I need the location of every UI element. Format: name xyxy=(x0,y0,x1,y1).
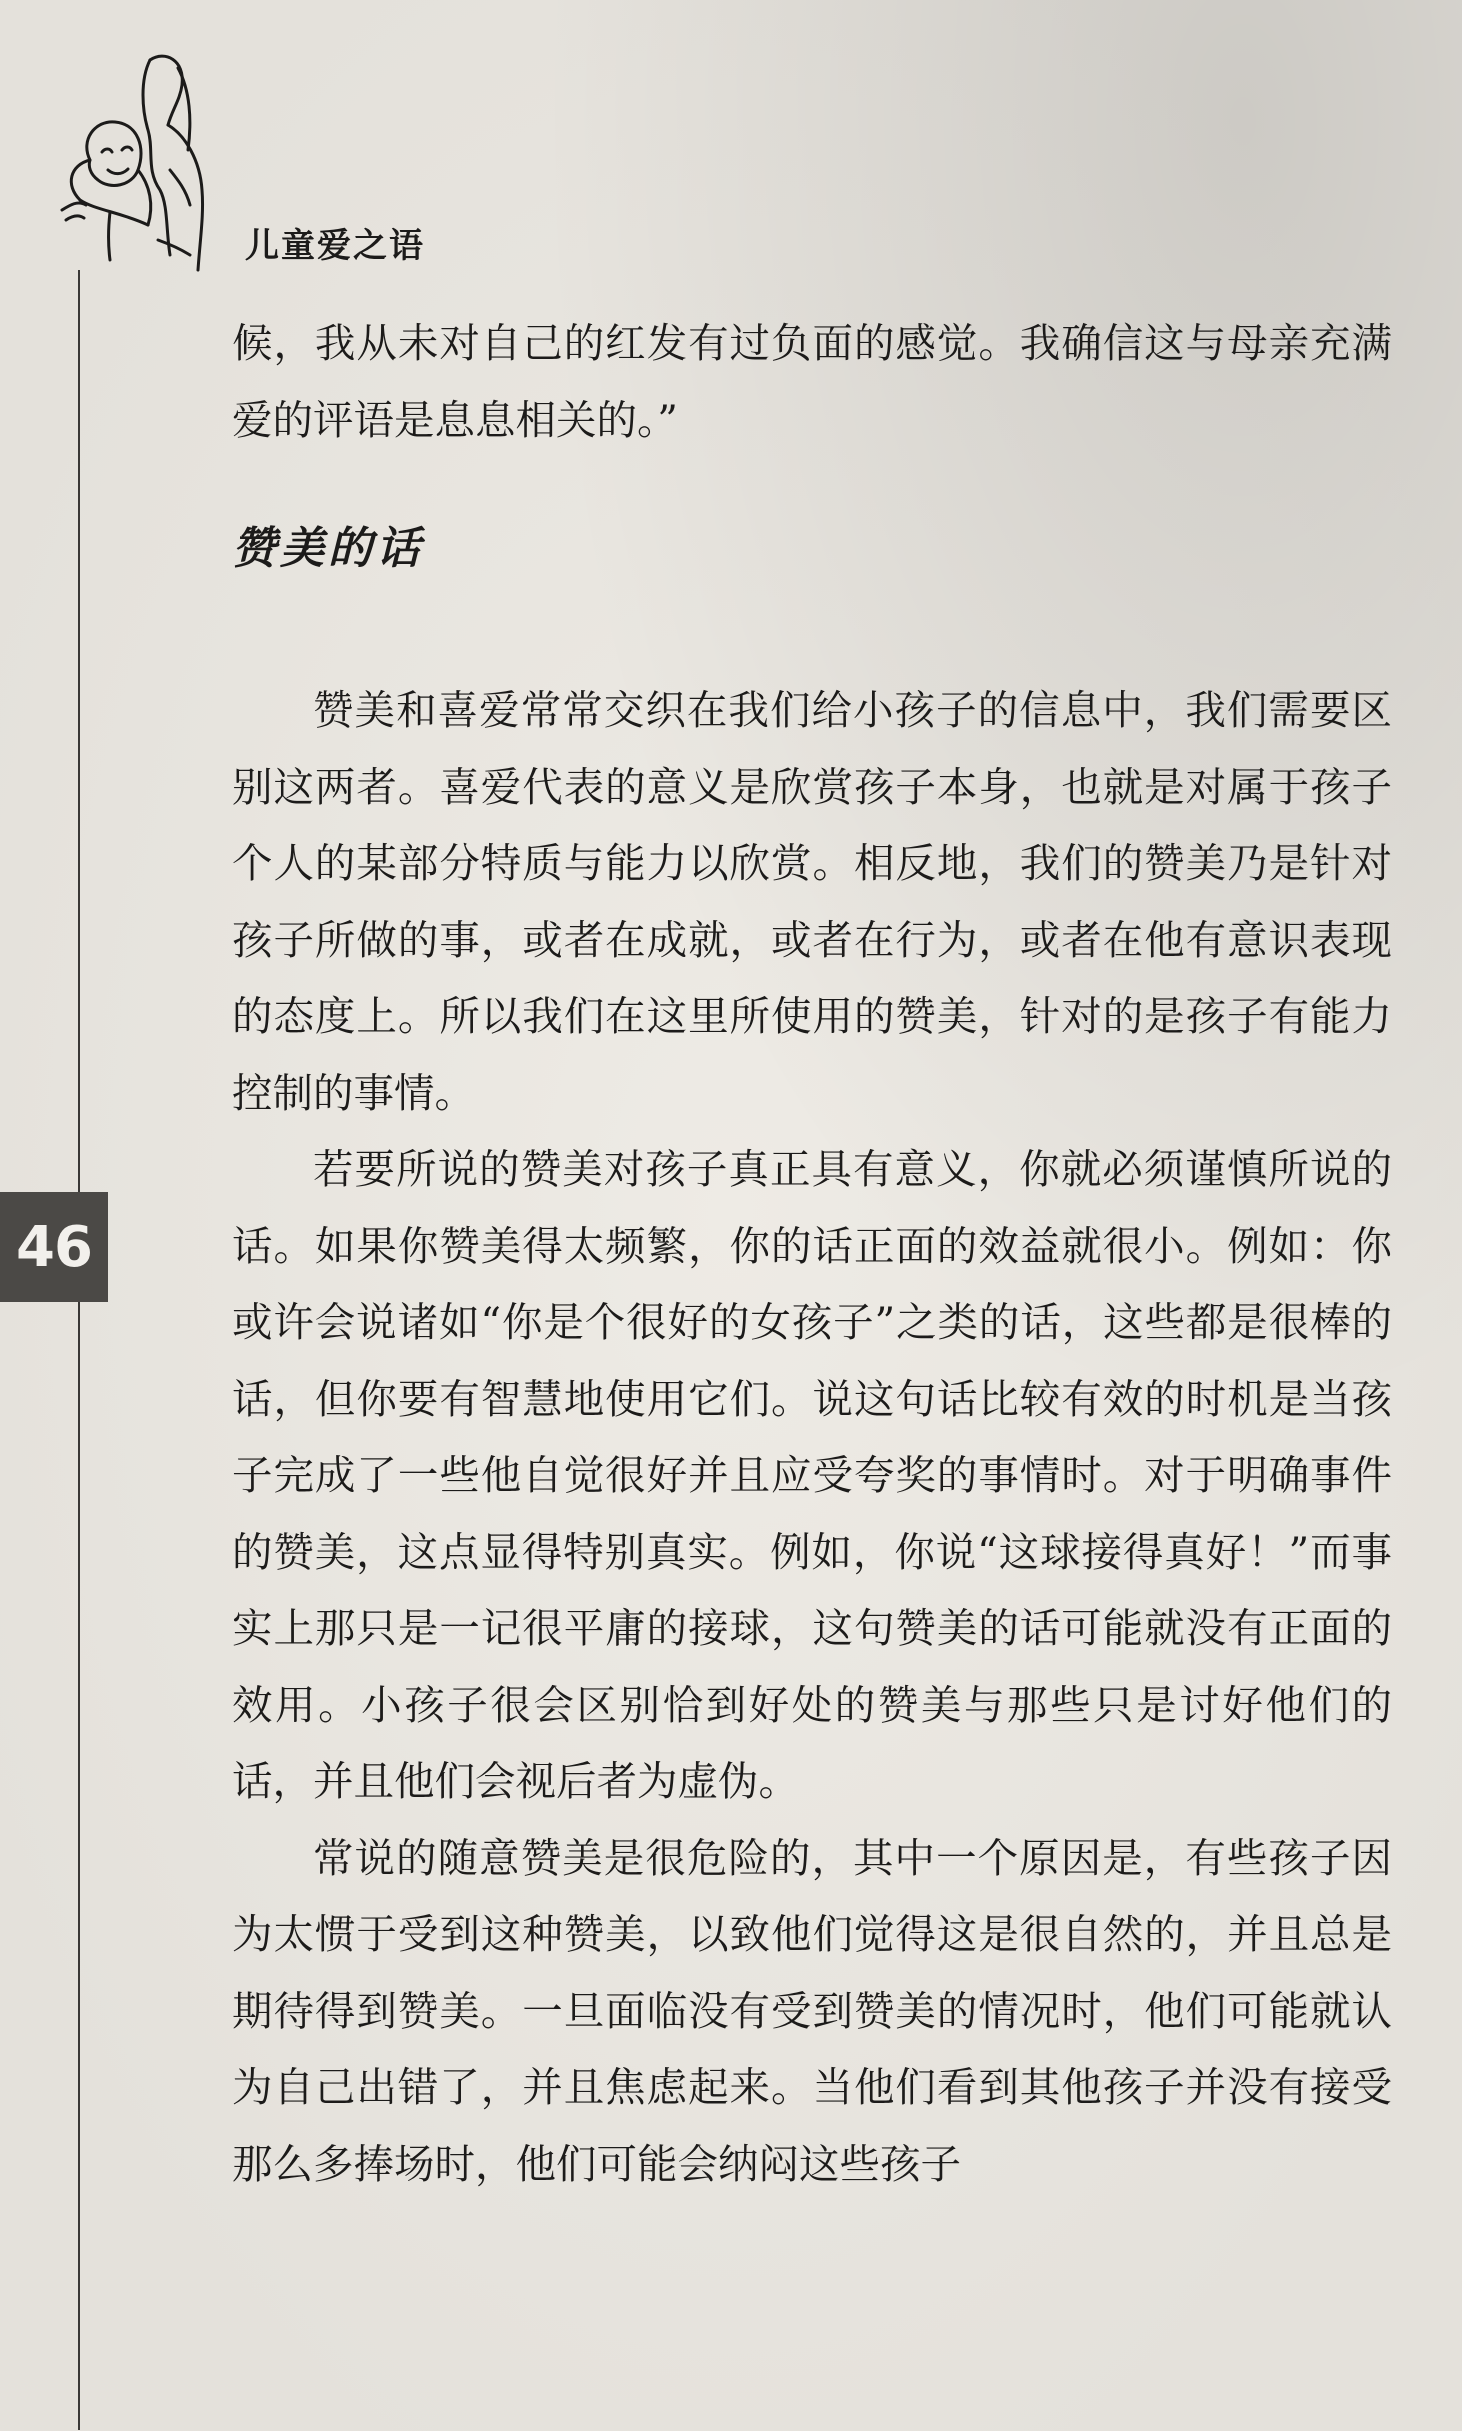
section-title: 赞美的话 xyxy=(232,523,424,574)
paragraph-careful-praise: 若要所说的赞美对孩子真正具有意义，你就必须谨慎所说的话。如果你赞美得太频繁，你的话正面的效益就很小。例如：你或许会说诸如“你是个很好的女孩子”之类的话，这些都是很棒的话，但你要有智慧地使用它们。说这句话比较有效的时机是当孩子完成了一些他自觉很好并且应受夸奖的事情时。对于明确事件的赞美，这点显得特别真实。例如，你说“这球接得真好！”而事实上那只是一记很平庸的接球，这句赞美的话可能就没有正面的效用。小孩子很会区别恰到好处的赞美与那些只是讨好他们的话，并且他们会视后者为虚伪。 xyxy=(232,1145,1392,1805)
running-header-title: 儿童爱之语 xyxy=(245,226,425,266)
paragraph-dangers-of-praise: 常说的随意赞美是很危险的，其中一个原因是，有些孩子因为太惯于受到这种赞美，以致他们觉得这是很自然的，并且总是期待得到赞美。一旦面临没有受到赞美的情况时，他们可能就认为自己出错了，并且焦虑起来。当他们看到其他孩子并没有接受那么多捧场时，他们可能会纳闷这些孩子 xyxy=(232,1833,1392,2188)
paragraph-praise-vs-affection: 赞美和喜爱常常交织在我们给小孩子的信息中，我们需要区别这两者。喜爱代表的意义是欣赏孩子本身，也就是对属于孩子个人的某部分特质与能力以欣赏。相反地，我们的赞美乃是针对孩子所做的事，或者在成就，或者在行为，或者在他有意识表现的态度上。所以我们在这里所使用的赞美，针对的是孩子有能力控制的事情。 xyxy=(232,686,1392,1117)
continued-paragraph: 候，我从未对自己的红发有过负面的感觉。我确信这与母亲充满爱的评语是息息相关的。” xyxy=(232,319,1392,444)
body-text xyxy=(232,305,1392,2202)
section-spacer xyxy=(232,584,1392,672)
page-number-tab xyxy=(0,1192,108,1302)
page-number: 46 xyxy=(16,1214,92,1280)
margin-rule xyxy=(78,270,80,2430)
mother-and-child-line-drawing-icon xyxy=(50,40,260,300)
